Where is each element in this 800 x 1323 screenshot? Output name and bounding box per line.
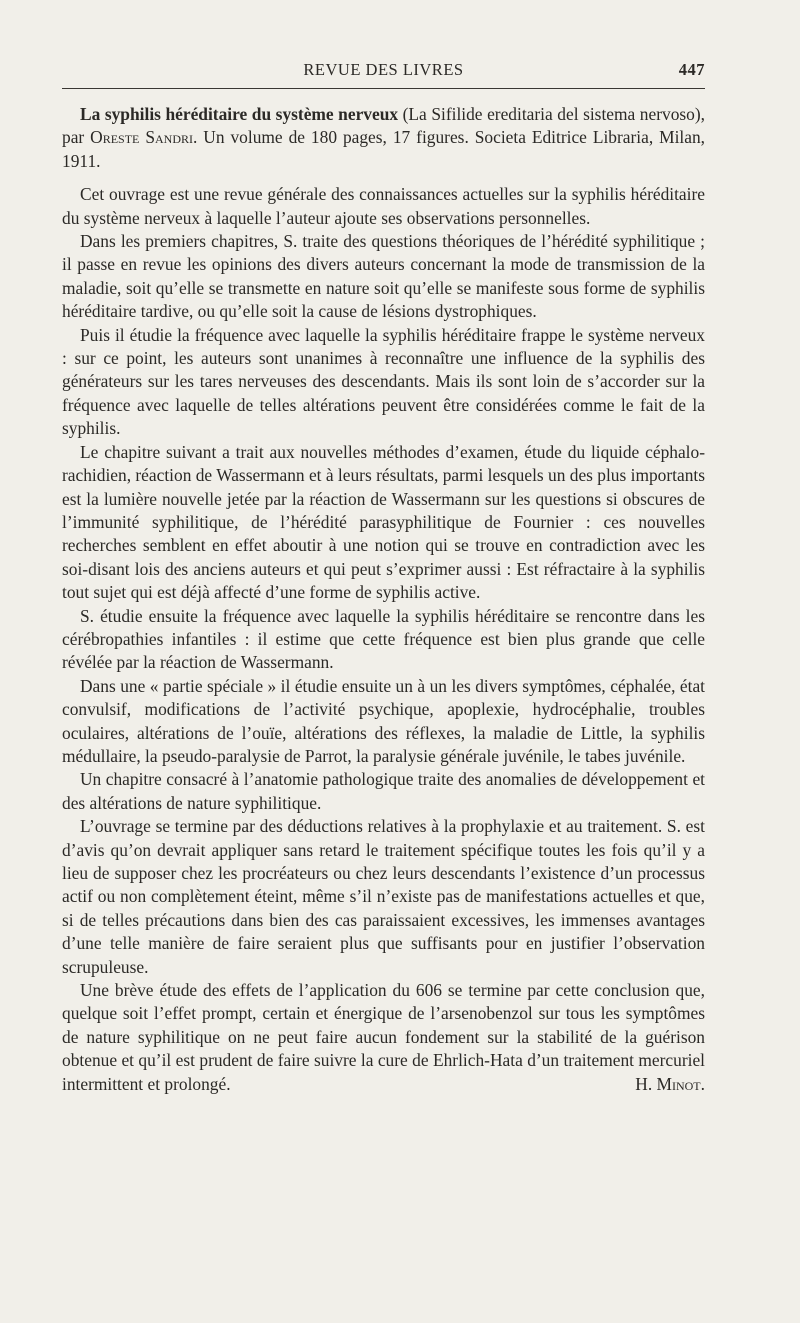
final-paragraph bbox=[62, 979, 705, 1096]
review-body bbox=[62, 103, 705, 1096]
paragraph: Cet ouvrage est une revue générale des connaissances actuelles sur la syphilis héréditaire du système nerveux à laquelle l’auteur ajoute ses observations personnelles. bbox=[62, 184, 705, 228]
reviewer-signature: H. Minot. bbox=[635, 1073, 705, 1094]
paragraph: L’ouvrage se termine par des déductions relatives à la prophylaxie et au traitement. S. est d’avis qu’on devrait appliquer sans retard le traitement spécifique toutes les fois qu’il y a lieu de supposer chez les procréateurs ou chez leurs descendants l’existence d’un processus actif ou non complètement éteint, même s’il n’existe pas de manifestations actuelles et que, si de telles précautions dans bien des cas paraissaient excessives, les immenses avantages d’une telle manière de faire seraient plus que suffisants pour en justifier l’observation scrupuleuse. bbox=[62, 816, 705, 977]
paragraph: S. étudie ensuite la fréquence avec laquelle la syphilis héréditaire se rencontre dans les cérébropathies infantiles : il estime que cette fréquence est bien plus grande que celle révélée par la réaction de Wassermann. bbox=[62, 605, 705, 673]
page-number: 447 bbox=[678, 60, 705, 79]
paragraph: Dans les premiers chapitres, S. traite des questions théoriques de l’hérédité syphilitique ; il passe en revue les opinions des divers auteurs concernant la mode de transmission de la maladie, soit qu’elle se transmette en nature soit qu’elle se manifeste sous forme de syphilis héréditaire tardive, ou qu’elle soit la cause de lésions dystrophiques. bbox=[62, 231, 705, 322]
last-paragraph-text: Une brève étude des effets de l’application du 606 se termine par cette conclusion que, quelque soit l’effet prompt, certain et énergique de l’arsenobenzol sur tous les symptômes de nature syphilitique on ne peut faire aucun fondement sur la stabilité de la guérison obtenue et qu’il est prudent de faire suivre la cure de Ehrlich-Hata d’un traitement mercuriel intermittent et prolongé. bbox=[62, 980, 705, 1094]
citation-part-2: . Un volume de 180 pages, 17 figures. Societa Editrice Libraria, Milan, 1911. bbox=[62, 127, 706, 171]
review-citation bbox=[62, 103, 705, 173]
paragraph: Dans une « partie spéciale » il étudie ensuite un à un les divers symptômes, céphalée, état convulsif, modifications de l’activité psychique, apoplexie, hydrocéphalie, troubles oculaires, altérations de l’ouïe, altérations des réflexes, la maladie de Little, la syphilis médullaire, la pseudo-paralysie de Parrot, la paralysie générale juvénile, le tabes juvénile. bbox=[62, 675, 705, 766]
paragraph: Le chapitre suivant a trait aux nouvelles méthodes d’examen, étude du liquide céphalo-rachidien, réaction de Wassermann et à leurs résultats, parmi lesquels un des plus importants est la lumière nouvelle jetée par la réaction de Wassermann sur les questions si obscures de l’immunité syphilitique, de l’hérédité parasyphilitique de Fournier : ces nouvelles recherches semblent en effet aboutir à une notion qui se trouve en contradiction avec les soi-disant lois des anciens auteurs et qui peut s’exprimer aussi : Est réfractaire à la syphilis tout sujet qui est déjà affecté d’une forme de syphilis active. bbox=[62, 441, 706, 603]
running-header bbox=[62, 58, 705, 88]
book-title: La syphilis héréditaire du système nerveux bbox=[80, 104, 399, 124]
paragraph: Un chapitre consacré à l’anatomie pathologique traite des anomalies de développement et des altérations de nature syphilitique. bbox=[62, 769, 705, 813]
paragraph: Puis il étudie la fréquence avec laquelle la syphilis héréditaire frappe le système nerveux : sur ce point, les auteurs sont unanimes à reconnaître une influence de la syphilis des générateurs sur les tares nerveuses des descendants. Mais ils sont loin de s’accorder sur la fréquence avec laquelle de telles altérations peuvent être considérées comme le fait de la syphilis. bbox=[62, 324, 705, 439]
author-name: Oreste Sandri bbox=[90, 127, 193, 148]
header-rule bbox=[62, 88, 705, 89]
running-title: REVUE DES LIVRES bbox=[303, 60, 464, 79]
citation-part-1: (La Sifilide ereditaria del sistema nervoso), par bbox=[62, 104, 705, 148]
